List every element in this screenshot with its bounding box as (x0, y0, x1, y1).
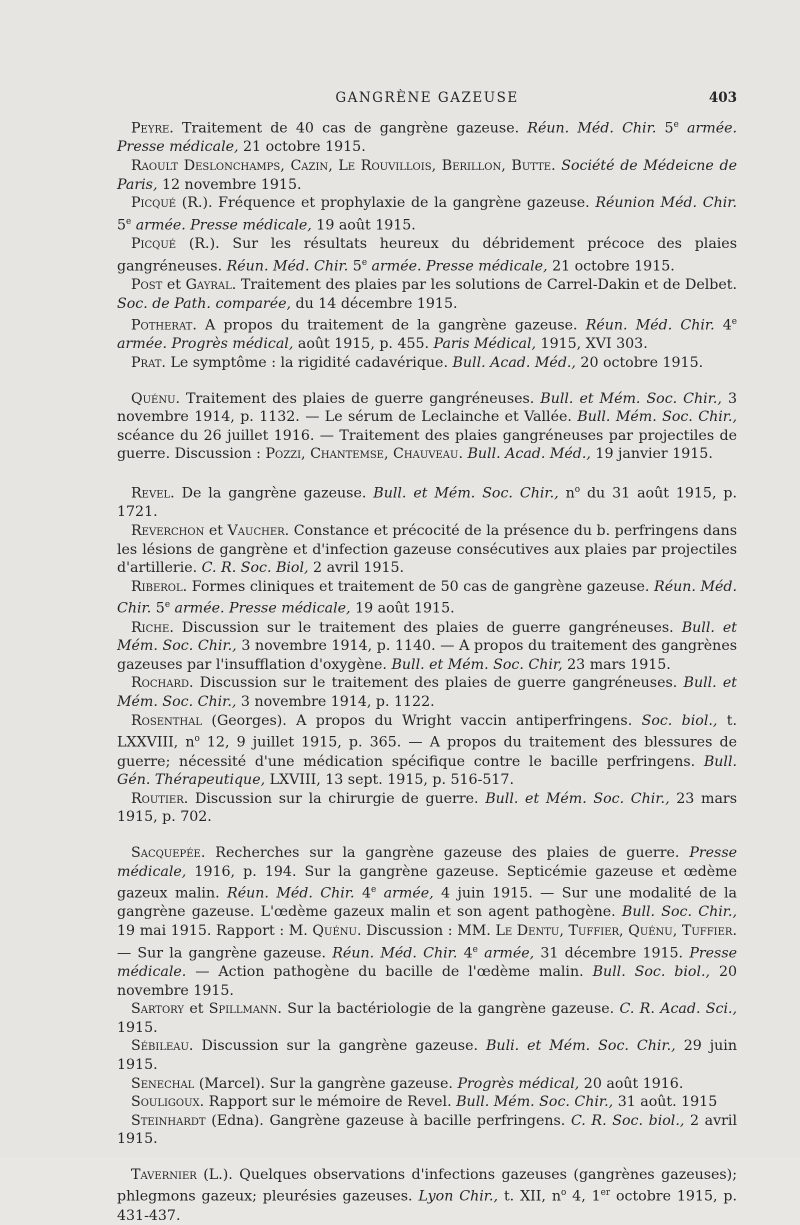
entry-text: . Discussion : MM. (356, 923, 496, 940)
journal-title: Bull. et Mém. Soc. Chir., (485, 790, 670, 807)
author-name: Le Dentu (495, 923, 560, 940)
entry-text: 19 août 1915. (311, 217, 416, 234)
entry-text: août 1915, p. 455. (293, 336, 434, 353)
entry-text: 29 juin 1915. (117, 1038, 737, 1073)
journal-title: C. R. Soc. biol., (570, 1112, 685, 1129)
bibliography-entry (117, 619, 737, 675)
author-name: Routier (131, 790, 184, 807)
entry-text: . Recherches sur la gangrène gazeuse des plaies de guerre. (200, 844, 690, 861)
entry-text: , (672, 923, 682, 940)
entry-text: , (501, 157, 512, 174)
entry-text: 5 (656, 120, 674, 137)
journal-title: Buli. et Mém. Soc. Chir., (486, 1038, 676, 1055)
entry-text: 3 novembre 1914, p. 1132. — Le sérum de Leclainche et Vallée. (117, 390, 737, 426)
entry-text: e (472, 944, 478, 955)
bibliography-group (117, 1166, 737, 1225)
entry-text: 4, 1 (566, 1189, 601, 1206)
entry-text: . (458, 446, 468, 463)
entry-text: o (574, 485, 581, 496)
entry-text: , (280, 157, 291, 174)
author-name: Quénu (312, 923, 357, 940)
journal-title: Presse médicale, (117, 844, 737, 880)
entry-text: 3 novembre 1914, p. 1122. (236, 694, 435, 711)
entry-text: e (731, 317, 737, 328)
entry-text: . Discussion sur la chirurgie de guerre. (183, 790, 486, 807)
journal-title: Bull. et Mém. Soc. Chir., (540, 390, 722, 407)
journal-title: Bull. Acad. Méd., (467, 446, 591, 463)
author-name: Gayral (185, 276, 232, 293)
entry-text: et (204, 522, 228, 539)
entry-text: 2 avril 1915. (308, 560, 405, 577)
entry-text: du 14 décembre 1915. (291, 295, 458, 312)
entry-text: 19 août 1915. (350, 601, 455, 618)
bibliography-group (117, 844, 737, 1149)
bibliography-entry (117, 522, 737, 578)
bibliography-entry (117, 1037, 737, 1074)
author-name: Spillmann (208, 1001, 278, 1018)
journal-title: Bull. Mém. Soc. Chir., (456, 1094, 614, 1111)
bibliography-group (117, 116, 737, 373)
entry-text: t. XII, n (498, 1189, 561, 1206)
entry-text: . Formes cliniques et traitement de 50 cas de gangrène gazeuse. (182, 578, 655, 595)
entry-text: (Marcel). Sur la gangrène gazeuse. (194, 1075, 458, 1092)
entry-text: e (164, 600, 171, 611)
author-name: Sacquepée (131, 844, 201, 861)
author-name: Rosenthal (131, 712, 203, 729)
entry-text: . Discussion sur la gangrène gazeuse. (188, 1038, 486, 1055)
bibliography-entry (117, 481, 737, 522)
author-name: Chantemse (310, 446, 384, 463)
journal-title: Bull. Gén. Thérapeutique, (117, 753, 737, 789)
journal-title: armée. Presse médicale, (170, 601, 351, 618)
bibliography-entry (117, 354, 737, 373)
entry-text: , (619, 923, 629, 940)
journal-title: Bull. Acad. Méd., (452, 355, 576, 372)
entry-text: e (370, 885, 377, 896)
bibliography-entry (117, 844, 737, 1000)
entry-text: t. LXXVIII, n (117, 712, 737, 751)
author-name: Vaucher (227, 522, 285, 539)
entry-text: . Le symptôme : la rigidité cadavérique. (161, 355, 453, 372)
journal-title: Lyon Chir., (418, 1189, 499, 1206)
journal-title: armée, (477, 945, 535, 962)
entry-text: . Discussion sur le traitement des plaies de guerre gangréneuses. (189, 675, 684, 692)
running-header (117, 90, 737, 110)
entry-text: 5 (151, 601, 165, 618)
bibliography-entry (117, 578, 737, 619)
journal-title: Réunion Méd. Chir. (595, 195, 737, 212)
entry-text: . Discussion sur le traitement des plaies de guerre gangréneuses. (169, 619, 682, 636)
entry-text: 12, 9 juillet 1915, p. 365. — A propos du traitement des blessures de guerre; nécessité d'une médication spécifique contre le bacille perfringens. (117, 734, 737, 770)
author-name: Revel (131, 485, 171, 502)
entry-text: , (384, 446, 394, 463)
bibliography-entry (117, 1166, 737, 1225)
bibliography-entry (117, 1112, 737, 1149)
entry-text: 4 juin 1915. — Sur une modalité de la gangrène gazeuse. L'œdème gazeux malin et son agent pathogène. (117, 885, 737, 921)
author-name: Le Rouvillois (338, 157, 432, 174)
journal-title: armée. Presse médicale, (131, 217, 312, 234)
entry-text: 31 décembre 1915. (534, 945, 690, 962)
entry-text: 5 (117, 217, 127, 234)
author-name: Senechal (131, 1075, 195, 1092)
journal-title: Réun. Méd. Chir. (585, 317, 715, 334)
bibliography-entry (117, 157, 737, 194)
entry-text: (R.). Fréquence et prophylaxie de la gangrène gazeuse. (176, 195, 596, 212)
entry-text: . Traitement des plaies par les solutions de Carrel-Dakin et de Delbet. (231, 276, 737, 293)
journal-title: Réun. Méd. Chir. (227, 885, 355, 902)
entry-text: 31 août. 1915 (613, 1094, 718, 1111)
bibliography-body (117, 116, 737, 1225)
entry-text: 2 avril 1915. (117, 1112, 737, 1148)
journal-title: Réun. Méd. Chir. (527, 120, 657, 137)
entry-text: n (558, 485, 575, 502)
bibliography-entry (117, 712, 737, 790)
author-name: Cazin (290, 157, 329, 174)
journal-title: Bull. et Mém. Soc. Chir, (391, 656, 563, 673)
entry-text: . (551, 157, 562, 174)
entry-text: e (673, 120, 679, 130)
bibliography-entry (117, 194, 737, 235)
entry-text: octobre 1915, p. 431-437. (117, 1189, 737, 1224)
bibliography-entry (117, 313, 737, 354)
author-name: Pozzi (265, 446, 302, 463)
entry-text: o (194, 734, 200, 745)
journal-title: armée. Presse médicale, (117, 120, 737, 156)
entry-text: o (560, 1188, 567, 1199)
entry-text: et (184, 1001, 209, 1018)
entry-text: 20 août 1916. (579, 1075, 684, 1092)
journal-title: Bull. Soc. Chir., (621, 904, 738, 921)
entry-text: 12 novembre 1915. (157, 176, 302, 193)
author-name: Tuffier (681, 923, 733, 940)
entry-text: . Traitement de 40 cas de gangrène gazeuse. (169, 120, 528, 137)
entry-text: (R.). Sur les résultats heureux du débridement précoce des plaies gangréneuses. (117, 236, 737, 275)
entry-text: . Sur la bactériologie de la gangrène gazeuse. (277, 1001, 620, 1018)
author-name: Tuffier (568, 923, 620, 940)
entry-text: , (328, 157, 339, 174)
author-name: Post (131, 276, 163, 293)
entry-text: . Constance et précocité de la présence du b. perfringens dans les lésions de gangrène et d'infection gazeuse consécutives aux plaies par projectiles d'artillerie. (117, 522, 737, 577)
author-name: Riche (131, 619, 170, 636)
journal-title: Réun. Méd. Chir. (226, 258, 349, 275)
entry-text: (Georges). A propos du Wright vaccin antiperfringens. (202, 712, 642, 729)
bibliography-entry (117, 790, 737, 827)
entry-text: . De la gangrène gazeuse. (170, 485, 374, 502)
journal-title: C. R. Acad. Sci., (619, 1001, 738, 1018)
journal-title: Bull. et Mém. Soc. Chir., (373, 485, 559, 502)
running-title: GANGRÈNE GAZEUSE (335, 90, 519, 106)
journal-title: Société de Médeicne de Paris, (117, 157, 737, 193)
entry-text: 4 (457, 945, 473, 962)
entry-text: , (301, 446, 311, 463)
bibliography-entry (117, 1075, 737, 1094)
journal-title: Bull. Soc. biol., (592, 963, 711, 980)
entry-text: . — Sur la gangrène gazeuse. (117, 923, 737, 962)
author-name: Berillon (441, 157, 502, 174)
journal-title: armée. Presse médicale, (367, 258, 548, 275)
bibliography-group (117, 481, 737, 827)
journal-title: Paris Médical, (433, 336, 537, 353)
journal-title: Presse médicale. (117, 945, 738, 980)
entry-text: du 31 août 1915, p. 1721. (117, 485, 737, 521)
journal-title: Soc. de Path. comparée, (117, 295, 292, 312)
entry-text: 21 octobre 1915. (238, 139, 366, 156)
author-name: Potherat (131, 317, 193, 334)
author-name: Chauveau (393, 446, 459, 463)
entry-text: 19 janvier 1915. (590, 446, 713, 463)
page-number: 403 (708, 90, 737, 106)
author-name: Riberol (131, 578, 183, 595)
entry-text: 23 mars 1915, p. 702. (117, 790, 737, 826)
entry-text: — Action pathogène du bacille de l'œdème malin. (186, 963, 593, 980)
author-name: Peyre (131, 120, 170, 137)
bibliography-entry (117, 276, 737, 313)
journal-title: Bull. Mém. Soc. Chir., (577, 409, 737, 426)
entry-text: (L.). Quelques observations d'infections gazeuses (gangrènes gazeuses); phlegmons gazeux; pleurésies gazeuses. (117, 1166, 737, 1206)
journal-title: Bull. et Mém. Soc. Chir., (117, 675, 737, 711)
author-name: Sébileau (131, 1038, 189, 1055)
author-name: Raoult Deslonchamps (131, 157, 281, 174)
author-name: Sartory (131, 1001, 184, 1018)
author-name: Quénu (628, 923, 673, 940)
bibliography-entry (117, 674, 737, 711)
entry-text: . Rapport sur le mémoire de Revel. (199, 1094, 457, 1111)
bibliography-group (117, 390, 737, 464)
entry-text: (Edna). Gangrène gazeuse à bacille perfringens. (205, 1112, 571, 1129)
author-name: Butte (511, 157, 552, 174)
journal-title: Réun. Méd. Chir. (117, 578, 737, 618)
entry-text: 23 mars 1915. (562, 656, 671, 673)
journal-title: armée, (376, 885, 434, 902)
bibliography-entry (117, 1093, 737, 1112)
entry-text: 3 novembre 1914, p. 1140. — A propos du traitement des gangrènes gazeuses par l'insufflation d'oxygène. (117, 638, 737, 673)
author-name: Rochard (131, 675, 190, 692)
entry-text: 19 mai 1915. Rapport : M. (117, 923, 313, 940)
journal-title: C. R. Soc. Biol, (201, 560, 309, 577)
entry-text: scéance du 26 juillet 1916. — Traitement des plaies gangréneuses par projectiles de guerre. Discussion : (117, 427, 737, 463)
entry-text: 20 novembre 1915. (117, 963, 737, 999)
journal-title: Progrès médical, (457, 1075, 580, 1092)
entry-text: 4 (354, 885, 371, 902)
entry-text: 5 (348, 258, 362, 275)
journal-title: Soc. biol., (641, 712, 718, 729)
bibliography-entry (117, 390, 737, 464)
entry-text: er (600, 1188, 611, 1199)
entry-text: , (559, 923, 569, 940)
journal-title: armée. Progrès médical, (117, 336, 294, 353)
journal-title: Réun. Méd. Chir. (332, 945, 458, 962)
entry-text: 1916, p. 194. Sur la gangrène gazeuse. Septicémie gazeuse et œdème gazeux malin. (117, 863, 737, 902)
entry-text: 1915. (117, 1019, 158, 1036)
entry-text: 4 (714, 317, 732, 334)
entry-text: . A propos du traitement de la gangrène gazeuse. (192, 317, 586, 334)
author-name: Steinhardt (131, 1112, 206, 1129)
bibliography-entry (117, 116, 737, 157)
author-name: Tavernier (131, 1166, 197, 1183)
entry-text: . Traitement des plaies de guerre gangréneuses. (175, 390, 541, 407)
entry-text: , (431, 157, 442, 174)
author-name: Prat (131, 355, 162, 372)
entry-text: et (162, 276, 186, 293)
author-name: Picqué (131, 236, 177, 253)
author-name: Picqué (131, 195, 177, 212)
entry-text: e (126, 216, 132, 227)
entry-text: e (361, 257, 368, 268)
entry-text: 20 octobre 1915. (575, 355, 704, 372)
entry-text: LXVIII, 13 sept. 1915, p. 516-517. (265, 772, 514, 789)
author-name: Reverchon (131, 522, 205, 539)
journal-title: Bull. et Mém. Soc. Chir., (117, 619, 737, 655)
bibliography-entry (117, 235, 737, 276)
entry-text: 21 octobre 1915. (547, 258, 675, 275)
entry-text: 1915, XVI 303. (536, 336, 648, 353)
bibliography-entry (117, 1000, 737, 1037)
author-name: Souligoux (131, 1094, 200, 1111)
author-name: Quénu (131, 390, 176, 407)
